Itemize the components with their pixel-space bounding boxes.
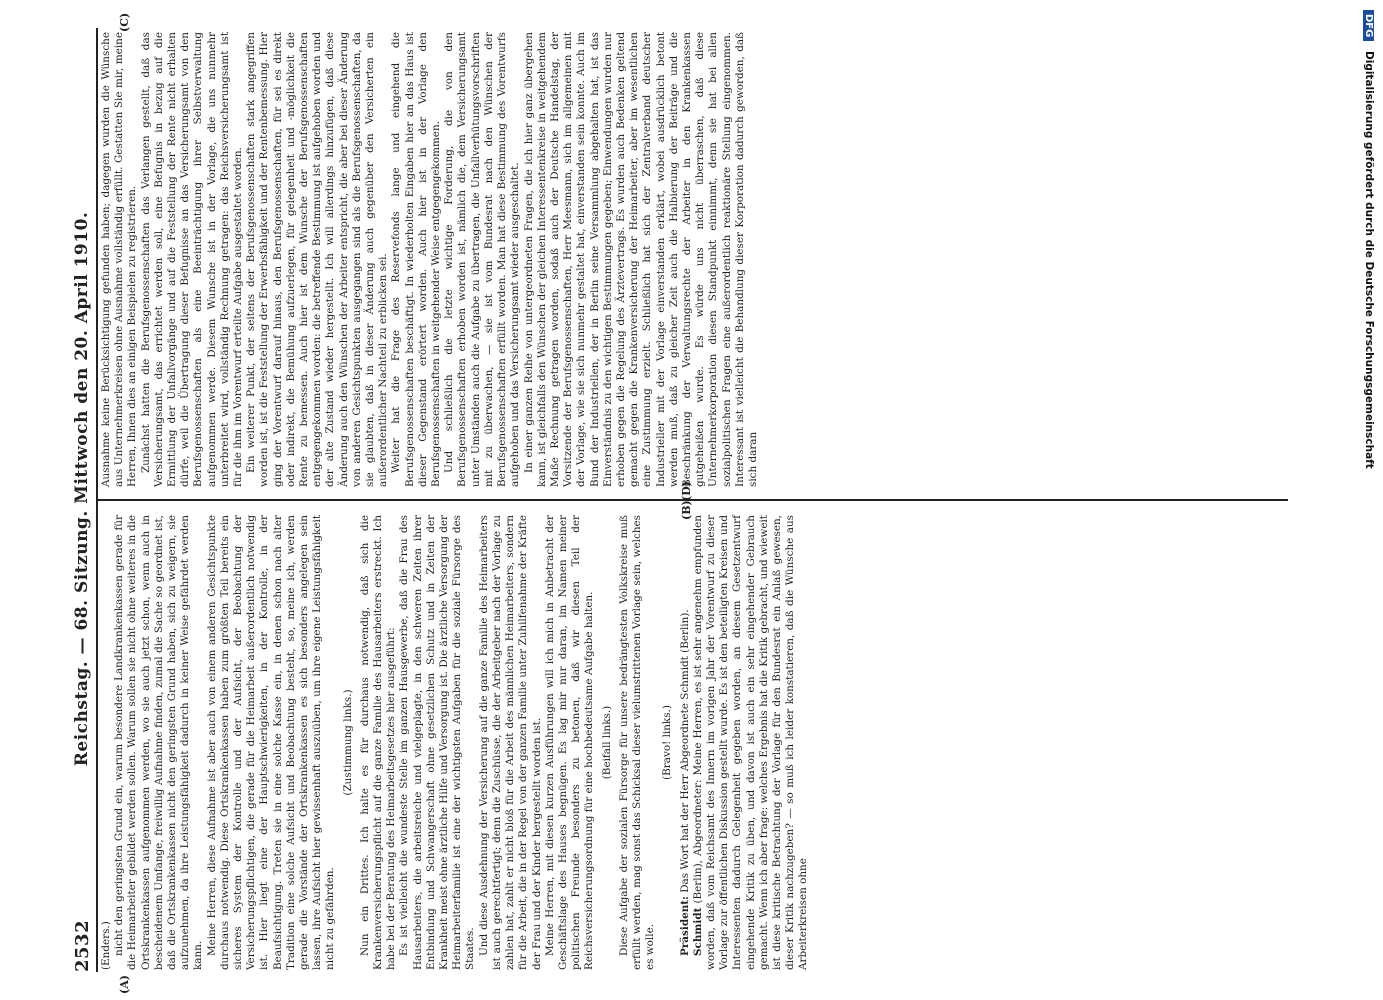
text-paragraph: Und schließlich die letzte wichtige Forderung, die von den Berufsgenossenschaften erhoben worden ist, nämlich die, dem Versicherungsamt unter Umständen auch die Aufgabe zu übertragen, die Unfallverhütungsvorschriften mit zu überwachen, — sie ist vom Bundesrat nach den Wünschen der Berufsgenossenschaften erfüllt worden. Man hat diese Bestimmung des Vorentwurfs aufgehoben und das Versicherungsamt wieder ausgeschaltet.	[443, 32, 522, 487]
margin-marker-d: (D)	[680, 481, 693, 501]
text-paragraph: Zunächst hatten die Berufsgenossenschaften das Verlangen gestellt, daß das Versicherungsamt, das errichtet werden soll, eine Befugnis in bezug auf die Ermittlung der Unfallvorgänge und auf die Feststellung der Rente nicht erhalten dürfe, weil die Übertragung dieser Befugnisse an das Versicherungsamt von den Berufsgenossenschaften als eine Beeinträchtigung ihrer Selbstverwaltung aufgenommen werde. Diesem Wunsche ist in der Vorlage, die uns nunmehr unterbreitet wird, vollständig Rechnung getragen: das Reichsversicherungsamt ist für die ihm im Vorentwurf erteilte Aufgabe ausgestaltet worden.	[139, 32, 245, 487]
text-paragraph: Und diese Ausdehnung der Versicherung auf die ganze Familie des Heimarbeiters ist auch gerechtfertigt; denn die Zuschüsse, die der Arbeitgeber nach der Vorlage zu zahlen hat, zahlt er nicht bloß für die Arbeit des männlichen Heimarbeiters, sondern für die Arbeit, die in der Regel von der ganzen Familie unter Zuhilfenahme der Kräfte der Frau und der Kinder hergestellt worden ist.	[477, 515, 543, 970]
right-text-column	[100, 32, 760, 487]
interjection: (Beifall links.)	[600, 705, 613, 780]
interjection: (Bravo! links.)	[661, 705, 674, 780]
speech-text: Das Wort hat der Herr Abgeordnete Schmidt (Berlin).	[678, 609, 691, 897]
margin-marker-c: (C)	[118, 12, 131, 32]
digitization-text: Digitalisierung gefördert durch die Deutsche Forschungsgemeinschaft	[1363, 51, 1375, 469]
page-title: Reichstag. — 68. Sitzung. Mittwoch den 20. April 1910.	[72, 211, 92, 767]
speaker-name: Präsident:	[678, 896, 691, 956]
page-number: 2532	[71, 919, 93, 972]
text-paragraph: Weiter hat die Frage des Reservefonds lange und eingehend die Berufsgenossenschaften beschäftigt. In wiederholten Eingaben hier an das Haus ist dieser Gegenstand erörtert worden. Auch hier ist in der Vorlage den Berufsgenossenschaften in weitgehender Weise entgegengekommen.	[390, 32, 443, 487]
section-note: (Enders.)	[100, 921, 112, 970]
speaker-name: Schmidt	[691, 907, 704, 956]
digitization-note	[1355, 10, 1375, 990]
margin-marker-b: (B)	[680, 500, 693, 520]
margin-marker-a: (A)	[118, 975, 131, 994]
page-header	[70, 28, 94, 972]
column-divider	[98, 499, 1288, 501]
text-paragraph: Meine Herren, diese Aufnahme ist aber auch von einem anderen Gesichtspunkte durchaus notwendig. Diese Ortskrankenkassen haben zum größten Teil bereits ein sicheres System der Kontrolle und der Aufsicht, der Beobachtung der Versicherungspflichtigen, die gerade für die Heimarbeit außerordentlich notwendig ist. Hier liegt eine der Hauptschwierigkeiten, in der Kontrolle, in der Beaufsichtigung. Treten sie in eine solche Kasse ein, in denen schon nach alter Tradition eine solche Aufsicht und Beobachtung besteht, so, meine ich, werden gerade die Vorstände der Ortskrankenkassen es sich besonders angelegen sein lassen, ihre Aufsicht hier gewissenhaft auszuüben, um ihre eigene Leistungsfähigkeit nicht zu gefährden.	[205, 515, 337, 970]
speech-paragraph	[679, 515, 692, 970]
text-paragraph: nicht den geringsten Grund ein, warum besondere Landkrankenkassen gerade für die Heimarbeiter gebildet werden sollen. Warum sollen sie nicht ohne weiteres in die Ortskrankenkassen aufgenommen werden, wo sie auch jetzt schon, wenn auch in bescheidenem Umfange, freiwillig Aufnahme finden, zumal die Sache so geordnet ist, daß die Ortskrankenkassen nicht den geringsten Grund haben, sich zu weigern, sie aufzunehmen, da ihre Leistungsfähigkeit dadurch in keiner Weise gefährdet werden kann.	[113, 515, 205, 970]
text-paragraph: Ein weiterer Punkt, der seitens der Berufsgenossenschaften stark angegriffen worden ist, ist die Feststellung der Erwerbsfähigkeit und der Rentenbemessung. Hier ging der Vorentwurf darauf hinaus, den Berufsgenossenschaften, für sei es direkt oder indirekt, die Bemühung aufzuerlegen, für gelegenheit und -möglichkeit die Rente zu bemessen. Auch hier ist dem Wunsche der Berufsgenossenschaften entgegengekommen worden: die betreffende Bestimmung ist aufgehoben worden und der alte Zustand wieder hergestellt. Ich will allerdings hinzufügen, daß diese Änderung auch den Wünschen der Arbeiter entspricht, die aber bei dieser Änderung von anderen Gesichtspunkten ausgegangen sind als die Berufsgenossenschaften, da sie glaubten, daß in dieser Änderung auch gegenüber den Versicherten ein außerordentlicher Nachteil zu erblicken sei.	[245, 32, 390, 487]
text-paragraph: Diese Aufgabe der sozialen Fürsorge für unsere bedrängtesten Volkskreise muß erfüllt werden, mag sonst das Schicksal dieser vielumstrittenen Vorlage sein, welches es wolle.	[617, 515, 657, 970]
text-paragraph: In einer ganzen Reihe von untergeordneten Fragen, die ich hier ganz übergehen kann, ist gleichfalls den Wünschen der gleichen Interessentenkreise in weitgehendem Maße Rechnung getragen worden, sodaß auch der Deutsche Handelstag, der Vorsitzende der Berufsgenossenschaften, Herr Meesmann, sich im allgemeinen mit der Vorlage, wie sie sich nunmehr gestaltet hat, einverstanden sein konnte. Auch im Bund der Industriellen, der in Berlin seine Versammlung abgehalten hat, ist das Einverständnis zu den wichtigen Bestimmungen gegeben; Einwendungen wurden nur erhoben gegen die Regelung des Ärztevertrags. Es wurden auch Bedenken geltend gemacht gegen die Krankenversicherung der Heimarbeiter, aber im wesentlichen eine Zustimmung erzielt. Schließlich hat sich der Zentralverband deutscher Industrieller mit der Vorlage einverstanden erklärt, wobei ausdrücklich betont werden muß, daß zu gleicher Zeit auch die Halbierung der Beiträge und die Beschränkung der Verwaltungsrechte der Arbeiter in den Krankenkassen gutgeheißen wurde. Es würde uns nicht überraschen, daß diese Unternehmerkorporation diesen Standpunkt einnimmt, denn sie hat bei allen sozialpolitischen Fragen eine außerordentlich reaktionäre Stellung eingenommen. Interessant ist vielleicht die Behandlung dieser Korporation dadurch geworden, daß sich daran	[522, 32, 759, 487]
text-paragraph: Es ist vielleicht die wundeste Stelle im ganzen Hausgewerbe, daß die Frau des Hausarbeiters, die arbeitsreiche und vielgeplagte, in den schweren Zeiten ihrer Entbindung und Schwangerschaft ohne gesetzlichen Schutz und in Zeiten der Krankheit meist ohne ärztliche Hilfe und Versorgung ist. Die ärztliche Versorgung der Heimarbeiterfamilie ist eine der wichtigsten Aufgaben für die soziale Fürsorge des Staates.	[398, 515, 477, 970]
text-paragraph: Meine Herren, mit diesen kurzen Ausführungen will ich mich in Anbetracht der Geschäftslage des Hauses begnügen. Es lag mir nur daran, im Namen meiner politischen Freunde besonders zu betonen, daß wir diesen Teil der Reichsversicherungsordnung für eine hochbedeutsame Aufgabe halten.	[543, 515, 596, 970]
speech-paragraph	[692, 515, 811, 970]
speech-text: (Berlin), Abgeordneter: Meine Herren, es ist sehr angenehm empfunden worden, daß vom Reichsamt des Innern im vorigen Jahr der Vorentwurf zu dieser Vorlage zur öffentlichen Diskussion gestellt wurde. Es ist den beteiligten Kreisen und Interessenten dadurch Gelegenheit gegeben worden, an diesem Gesetzentwurf eingehende Kritik zu üben, und davon ist auch ein sehr eingehender Gebrauch gemacht. Wenn ich aber frage: welches Ergebnis hat die Kritik gebracht, und wieweit ist diese kritische Betrachtung der Vorlage für den Bundesrat ein Anlaß gewesen, dieser Kritik nachzugeben? — so muß ich leider konstatieren, daß die Wünsche aus Arbeiterkreisen ohne	[691, 515, 810, 970]
left-text-column	[100, 515, 811, 970]
text-paragraph: Ausnahme keine Berücksichtigung gefunden haben; dagegen wurden die Wünsche aus Unternehmerkreisen ohne Ausnahme vollständig erfüllt. Gestatten Sie mir, meine Herren, Ihnen dies an einigen Beispielen zu registrieren.	[100, 32, 139, 487]
text-paragraph: Nun ein Drittes. Ich halte es für durchaus notwendig, daß sich die Krankenversicherungspflicht auf die ganze Familie des Hausarbeiters erstreckt. Ich habe bei der Beratung des Heimarbeitsgesetzes hier ausgeführt:	[358, 515, 398, 970]
dfg-logo: DFG	[1363, 10, 1374, 41]
interjection: (Zustimmung links.)	[341, 689, 354, 796]
